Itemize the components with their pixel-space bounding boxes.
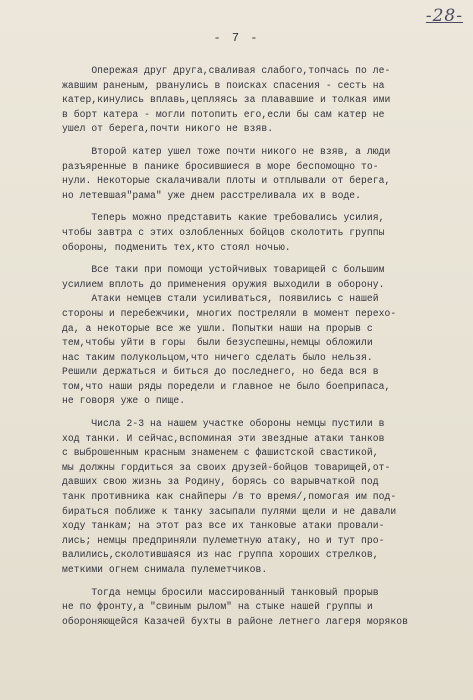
text-line: Второй катер ушел тоже почти никого не взяв, а люди — [62, 145, 391, 157]
text-line: нули. Некоторые скалачивали плоты и отплывали от берега, — [62, 175, 391, 187]
text-line: ход танки. И сейчас,вспоминая эти звездные атаки танков — [62, 432, 385, 444]
paragraph — [62, 417, 472, 578]
text-line: с выброшенным красным знаменем с фашистской свастикой, — [62, 447, 379, 459]
text-line: разъяренные в панике бросившиеся в море беспомощно то- — [62, 160, 379, 172]
text-line: жавшим раненым, рванулись в поисках спасения - сесть на — [62, 79, 385, 91]
text-line: не по фронту,а "свиным рылом" на стыке нашей группы и — [62, 601, 373, 613]
text-line: чтобы завтра с этих озлобленных бойцов сколотить группы — [62, 226, 385, 238]
handwritten-page-number: -28- — [425, 6, 463, 26]
paragraph — [62, 64, 472, 137]
paragraph — [62, 145, 472, 203]
text-line: мы должны гордиться за своих друзей-бойцов товарищей,от- — [62, 461, 391, 473]
text-line: нас таким полукольцом,что ничего сделать было нельзя. — [62, 351, 373, 363]
text-line: бираться поближе к танку засыпали пулями щели и не давали — [62, 505, 397, 517]
text-line: лись; немцы предприняли пулеметную атаку, но и тут про- — [62, 534, 385, 546]
text-line: обороняющейся Казачей бухты в районе летнего лагеря моряков — [62, 615, 408, 627]
text-line: но летевшая"рама" уже днем расстреливала их в воде. — [62, 189, 362, 201]
text-line: ушел от берега,почти никого не взяв. — [62, 123, 274, 135]
text-line: том,что наши ряды поредели и главное не было боеприпаса, — [62, 380, 391, 392]
text-line: тем,чтобы уйти в горы были безуспешны,немцы обложили — [62, 337, 373, 349]
text-line: Теперь можно представить какие требовались усилия, — [62, 212, 385, 224]
text-line: Решили держаться и биться до последнего, но беда вся в — [62, 366, 379, 378]
text-line: обороны, подменить тех,кто стоял ночью. — [62, 241, 291, 253]
text-line: усилием вплоть до применения оружия выходили в оборону. — [62, 278, 385, 290]
text-line: Все таки при помощи устойчивых товарищей с большим — [62, 264, 385, 276]
text-line: стороны и перебежчики, многих постреляли в момент перехо- — [62, 307, 397, 319]
text-line: Атаки немцев стали усиливаться, появились с нашей — [62, 293, 379, 305]
paragraph — [62, 586, 472, 630]
text-line: да, а некоторые все же ушли. Попытки наши на прорыв с — [62, 322, 373, 334]
text-line: давших свою жизнь за Родину, борясь со варывчаткой под — [62, 476, 379, 488]
text-line: меткими огнем снимала пулеметчиков. — [62, 564, 268, 575]
text-line: Тогда немцы бросили массированный танковый прорыв — [62, 586, 379, 598]
text-line: катер,кинулись вплавь,цепляясь за плававшие и толкая ими — [62, 94, 391, 106]
text-line: валились,сколотившаяся из нас группа хороших стрелков, — [62, 549, 379, 561]
text-line: не говоря уже о пище. — [62, 395, 186, 407]
paragraph — [62, 263, 472, 409]
text-line: Опережая друг друга,сваливая слабого,топчась по ле- — [62, 65, 391, 76]
typed-page-number: - 7 - — [213, 31, 260, 45]
text-line: танк противника как снайперы /в то время/,помогая им под- — [62, 491, 397, 503]
paragraph — [62, 211, 472, 255]
text-line: Числа 2-3 на нашем участке обороны немцы пустили в — [62, 418, 385, 430]
text-line: в борт катера - могли потопить его,если бы сам катер не — [62, 108, 385, 120]
text-line: ходу танкам; на этот раз все их танковые атаки провали- — [62, 520, 385, 532]
typed-text-body — [62, 64, 472, 637]
